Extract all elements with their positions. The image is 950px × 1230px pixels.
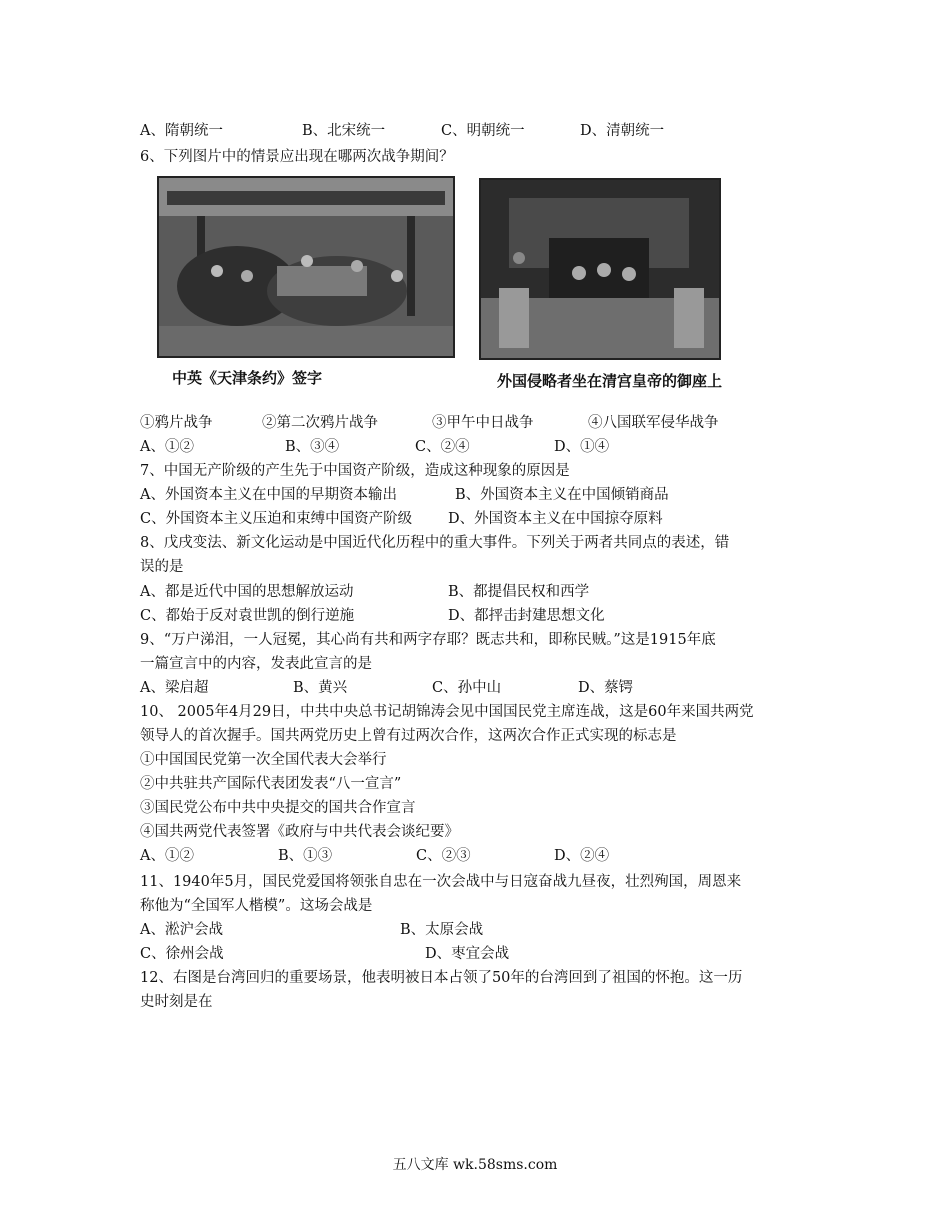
q10-options	[140, 846, 609, 866]
q8-option-a: A、都是近代中国的思想解放运动	[140, 584, 354, 600]
treaty-signing-photo	[157, 176, 455, 358]
q9-stem-line2: 一篇宣言中的内容，发表此宣言的是	[140, 656, 372, 672]
q9-option-a: A、梁启超	[140, 680, 209, 696]
q11-stem-line1: 11、1940年5月，国民党爱国将领张自忠在一次会战中与日寇奋战九昼夜，壮烈殉国，周恩来	[140, 874, 742, 890]
q6-stem: 6、下列图片中的情景应出现在哪两次战争期间？	[140, 149, 454, 165]
q8-stem-line1: 8、戊戌变法、新文化运动是中国近代化历程中的重大事件。下列关于两者共同点的表述，错	[140, 535, 730, 551]
q6-item-2: ②第二次鸦片战争	[262, 415, 378, 431]
q8-option-c: C、都始于反对袁世凯的倒行逆施	[140, 608, 355, 624]
q6-item-4: ④八国联军侵华战争	[588, 415, 719, 431]
q7-row2	[140, 509, 663, 529]
q5-options	[140, 121, 664, 141]
q6-options	[140, 437, 609, 457]
imperial-throne-photo	[479, 178, 721, 360]
q10-stem-line2: 领导人的首次握手。国共两党历史上曾有过两次合作，这两次合作正式实现的标志是	[140, 728, 677, 744]
q6-item-1: ①鸦片战争	[140, 415, 213, 431]
q10-item-1: ①中国国民党第一次全国代表大会举行	[140, 752, 387, 768]
q10-option-d: D、②④	[554, 848, 610, 864]
q11-option-c: C、徐州会战	[140, 946, 224, 962]
q8-stem-line2: 误的是	[140, 559, 184, 575]
page-footer: 五八文库 wk.58sms.com	[392, 1157, 558, 1173]
q10-item-4: ④国共两党代表签署《政府与中共代表会谈纪要》	[140, 824, 459, 840]
q5-option-a: A、隋朝统一	[140, 123, 223, 139]
q6-option-b: B、③④	[285, 439, 340, 455]
q9-option-c: C、孙中山	[432, 680, 502, 696]
q11-option-b: B、太原会战	[400, 922, 484, 938]
q10-item-2: ②中共驻共产国际代表团发表“八一宣言”	[140, 776, 402, 792]
q5-option-b: B、北宋统一	[302, 123, 386, 139]
q7-option-d: D、外国资本主义在中国掠夺原料	[448, 511, 663, 527]
q7-option-c: C、外国资本主义压迫和束缚中国资产阶级	[140, 511, 413, 527]
q6-option-d: D、①④	[554, 439, 610, 455]
q7-option-a: A、外国资本主义在中国的早期资本输出	[140, 487, 397, 503]
q6-items	[140, 413, 719, 433]
q6-option-c: C、②④	[415, 439, 470, 455]
q11-row1	[140, 920, 483, 940]
q6-item-3: ③甲午中日战争	[432, 415, 534, 431]
caption-left: 中英《天津条约》签字	[172, 369, 323, 387]
q7-row1	[140, 485, 669, 505]
q11-option-d: D、枣宜会战	[425, 946, 510, 962]
caption-right: 外国侵略者坐在清宫皇帝的御座上	[497, 372, 723, 390]
q5-option-d: D、清朝统一	[580, 123, 665, 139]
q6-option-a: A、①②	[140, 439, 194, 455]
q7-stem: 7、中国无产阶级的产生先于中国资产阶级，造成这种现象的原因是	[140, 463, 570, 479]
q10-item-3: ③国民党公布中共中央提交的国共合作宣言	[140, 800, 416, 816]
q10-option-a: A、①②	[140, 848, 194, 864]
q9-option-b: B、黄兴	[293, 680, 348, 696]
q8-row2	[140, 606, 605, 626]
q7-option-b: B、外国资本主义在中国倾销商品	[455, 487, 669, 503]
q8-option-b: B、都提倡民权和西学	[448, 584, 590, 600]
q11-row2	[140, 944, 509, 964]
q5-option-c: C、明朝统一	[441, 123, 525, 139]
q11-stem-line2: 称他为“全国军人楷模”。这场会战是	[140, 898, 373, 914]
q12-stem-line1: 12、右图是台湾回归的重要场景，他表明被日本占领了50年的台湾回到了祖国的怀抱。这一历	[140, 970, 743, 986]
q11-option-a: A、淞沪会战	[140, 922, 223, 938]
q10-stem-line1: 10、 2005年4月29日，中共中央总书记胡锦涛会见中国国民党主席连战，这是60年来国共两党	[140, 704, 754, 720]
q9-option-d: D、蔡锷	[578, 680, 634, 696]
q12-stem-line2: 史时刻是在	[140, 994, 213, 1010]
q10-option-b: B、①③	[278, 848, 333, 864]
q8-row1	[140, 582, 589, 602]
q10-option-c: C、②③	[416, 848, 471, 864]
q9-stem-line1: 9、“万户涕泪，一人冠冕，其心尚有共和两字存耶？既志共和，即称民贼。”这是1915年底	[140, 632, 716, 648]
q8-option-d: D、都抨击封建思想文化	[448, 608, 605, 624]
q9-options	[140, 678, 633, 698]
